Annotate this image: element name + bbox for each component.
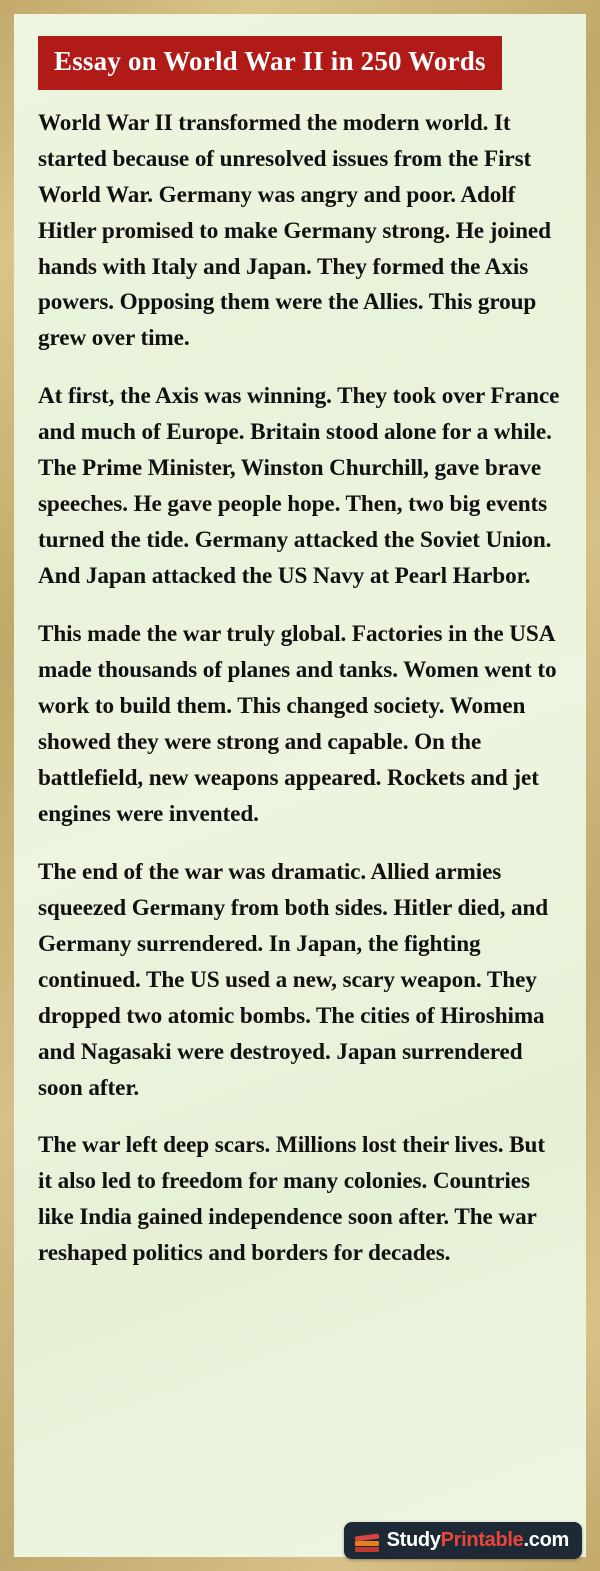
content-card [14, 14, 586, 1557]
site-logo-printable: Printable [440, 1529, 524, 1551]
essay-paragraph: World War II transformed the modern world. It started because of unresolved issues from the First World War. Germany was angry and poor. Adolf Hitler promised to make Germany strong. He joined hands with Italy and Japan. They formed the Axis powers. Opposing them were the Allies. This group grew over time. [38, 109, 551, 352]
site-logo-dotcom: .com [523, 1529, 569, 1551]
essay-paragraph: The war left deep scars. Millions lost their lives. But it also led to freedom for many colonies. Countries like India gained independence soon after. The war reshaped politics and borders for decades. [38, 1132, 545, 1267]
essay-paragraph: The end of the war was dramatic. Allied armies squeezed Germany from both sides. Hitler died, and Germany surrendered. In Japan, the fighting continued. The US used a new, scary weapon. They dropped two atomic bombs. The cities of Hiroshima and Nagasaki were destroyed. Japan surrendered soon after. [38, 858, 549, 1101]
stacked-books-icon [354, 1530, 380, 1552]
essay-paragraph: This made the war truly global. Factories in the USA made thousands of planes and tanks. Women went to work to build them. This changed society. Women showed they were strong and capable. On the battlefield, new weapons appeared. Rockets and jet engines were invented. [38, 621, 557, 827]
essay-paragraph: At first, the Axis was winning. They took over France and much of Europe. Britain stood alone for a while. The Prime Minister, Winston Churchill, gave brave speeches. He gave people hope. Then, two big events turned the tide. Germany attacked the Soviet Union. And Japan attacked the US Navy at Pearl Harbor. [38, 383, 560, 590]
essay-body [38, 106, 562, 1273]
site-logo[interactable] [344, 1522, 582, 1559]
site-logo-text [387, 1529, 569, 1552]
site-logo-study: Study [386, 1529, 441, 1551]
page-title: Essay on World War II in 250 Words [38, 36, 502, 90]
